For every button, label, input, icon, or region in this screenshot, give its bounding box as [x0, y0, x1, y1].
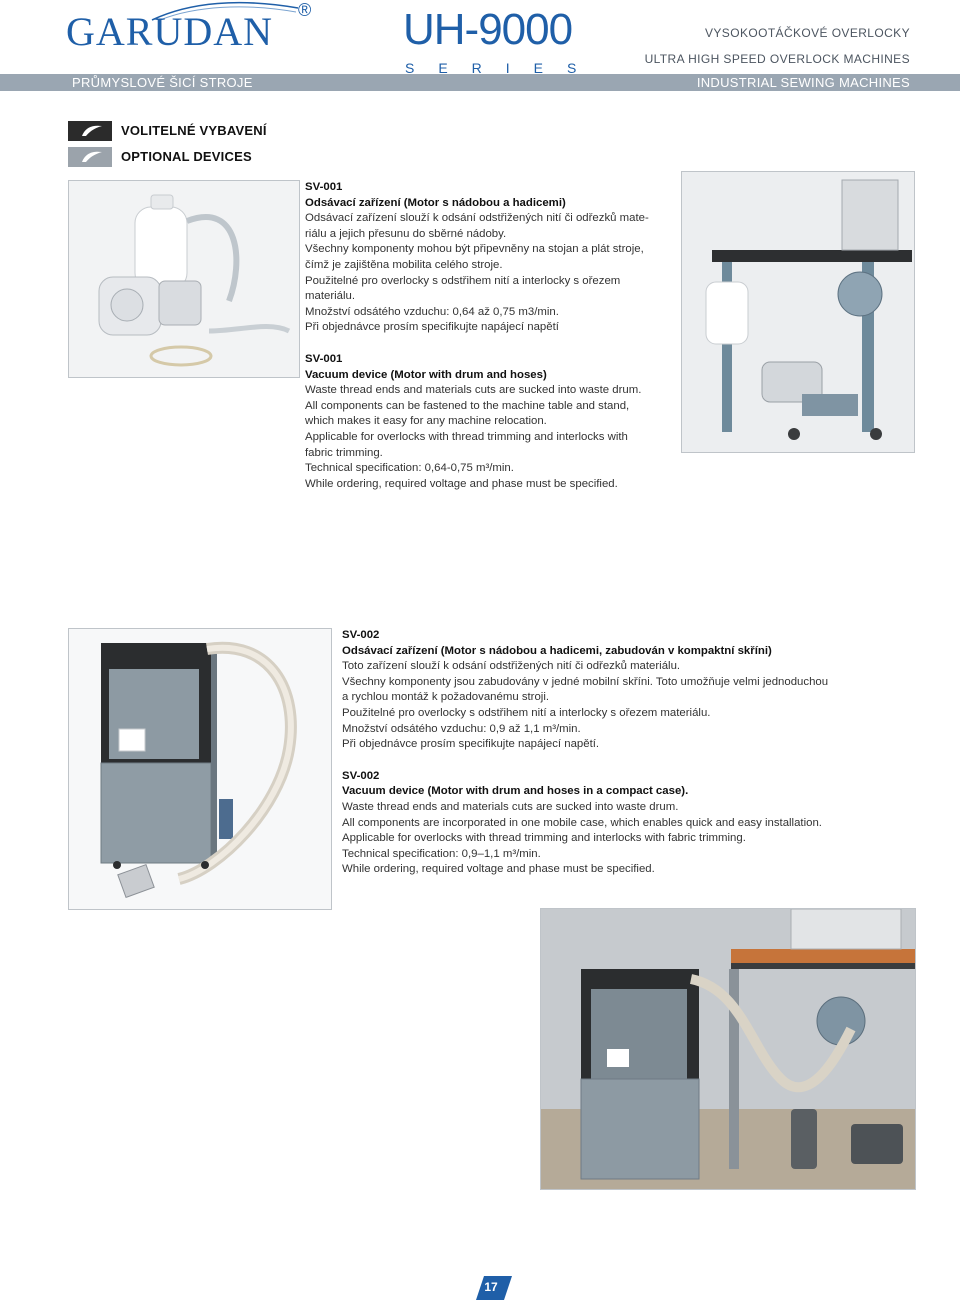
sv001-en-line: fabric trimming.: [305, 446, 383, 459]
sv002-description: [342, 628, 902, 878]
sv001-title-cz: Odsávací zařízení (Motor s nádobou a hadicemi): [305, 196, 566, 209]
sv002-en-line: Waste thread ends and materials cuts are sucked into waste drum.: [342, 800, 679, 813]
registered-mark: ®: [298, 0, 312, 20]
header-title-en: ULTRA HIGH SPEED OVERLOCK MACHINES: [644, 52, 910, 66]
section-marker-icon: [68, 121, 112, 141]
sv001-en-line: While ordering, required voltage and phase must be specified.: [305, 477, 618, 490]
sv002-cz-line: Toto zařízení slouží k odsání odstřižených nití či odřezků materiálu.: [342, 660, 681, 673]
sv001-en-line: All components can be fastened to the machine table and stand,: [305, 399, 630, 412]
model-title: UH-9000: [403, 5, 573, 54]
sv002-en-line: Technical specification: 0,9–1,1 m³/min.: [342, 847, 541, 860]
sv001-code-en: SV-001: [305, 352, 343, 365]
section-heading-cz: VOLITELNÉ VYBAVENÍ: [121, 123, 267, 138]
sv001-cz-line: čímž je zajištěna mobilita celého stroje.: [305, 258, 503, 271]
page-number: 17: [484, 1280, 498, 1294]
sv001-cz-line: Množství odsátého vzduchu: 0,64 až 0,75 m3/min.: [305, 305, 559, 318]
header-title-cz: VYSOKOOTÁČKOVÉ OVERLOCKY: [705, 26, 910, 40]
sv001-en-line: Technical specification: 0,64-0,75 m³/min.: [305, 462, 514, 475]
sv001-en-line: which makes it easy for any machine relocation.: [305, 415, 547, 428]
sv002-code-cz: SV-002: [342, 629, 380, 641]
sv001-cz-line: Použitelné pro overlocky s odstřihem nití a interlocky s ořezem: [305, 274, 621, 287]
sv001-cz-line: materiálu.: [305, 290, 356, 303]
sv002-en-line: Applicable for overlocks with thread trimming and interlocks with fabric trimming.: [342, 832, 746, 845]
sv002-title-en: Vacuum device (Motor with drum and hoses in a compact case).: [342, 785, 689, 798]
sv001-title-en: Vacuum device (Motor with drum and hoses): [305, 368, 547, 381]
sv002-cz-line: Při objednávce prosím specifikujte napájecí napětí.: [342, 738, 600, 751]
sv001-cz-line: Všechny komponenty mohou být připevněny na stojan a plát stroje,: [305, 243, 644, 256]
sv002-en-line: All components are incorporated in one mobile case, which enables quick and easy installation.: [342, 816, 822, 829]
sv002-title-cz: Odsávací zařízení (Motor s nádobou a hadicemi, zabudován v kompaktní skříni): [342, 644, 772, 657]
sv002-cz-line: Použitelné pro overlocky s odstřihem nití a interlocky s ořezem materiálu.: [342, 706, 711, 719]
sv002-cz-line: a rychlou montáž k požadovanému stroji.: [342, 691, 550, 704]
brand-logo: GARUDAN: [66, 9, 273, 54]
series-label: SERIES: [405, 60, 601, 76]
sv001-cz-line: Při objednávce prosím specifikujte napájecí napětí: [305, 321, 559, 334]
header-category: INDUSTRIAL SEWING MACHINES: [696, 75, 910, 90]
sv002-installed-photo: [540, 908, 916, 1190]
sv001-product-photo: [68, 180, 300, 378]
sv001-installed-photo: [681, 171, 915, 453]
sv002-cz-line: Množství odsátého vzduchu: 0,9 až 1,1 m³/min.: [342, 722, 581, 735]
sv001-en-line: Waste thread ends and materials cuts are sucked into waste drum.: [305, 384, 642, 397]
sv002-en-line: While ordering, required voltage and phase must be specified.: [342, 863, 655, 876]
sv001-en-line: Applicable for overlocks with thread trimming and interlocks with: [305, 430, 628, 443]
sv001-cz-line: riálu a jejich přesunu do sběrné nádoby.: [305, 227, 507, 240]
sv001-cz-line: Odsávací zařízení slouží k odsání odstřižených nití či odřezků mate-: [305, 212, 649, 225]
sv002-product-photo: [68, 628, 332, 910]
sv001-description: [305, 180, 677, 492]
brand-subtitle: PRŮMYSLOVÉ ŠICÍ STROJE: [72, 75, 253, 90]
section-marker-icon: [68, 147, 112, 167]
section-heading-en: OPTIONAL DEVICES: [121, 149, 252, 164]
sv001-code-cz: SV-001: [305, 181, 343, 193]
sv002-code-en: SV-002: [342, 769, 380, 782]
sv002-cz-line: Všechny komponenty jsou zabudovány v jedné mobilní skříni. Toto umožňuje velmi jednoduchou: [342, 675, 829, 688]
